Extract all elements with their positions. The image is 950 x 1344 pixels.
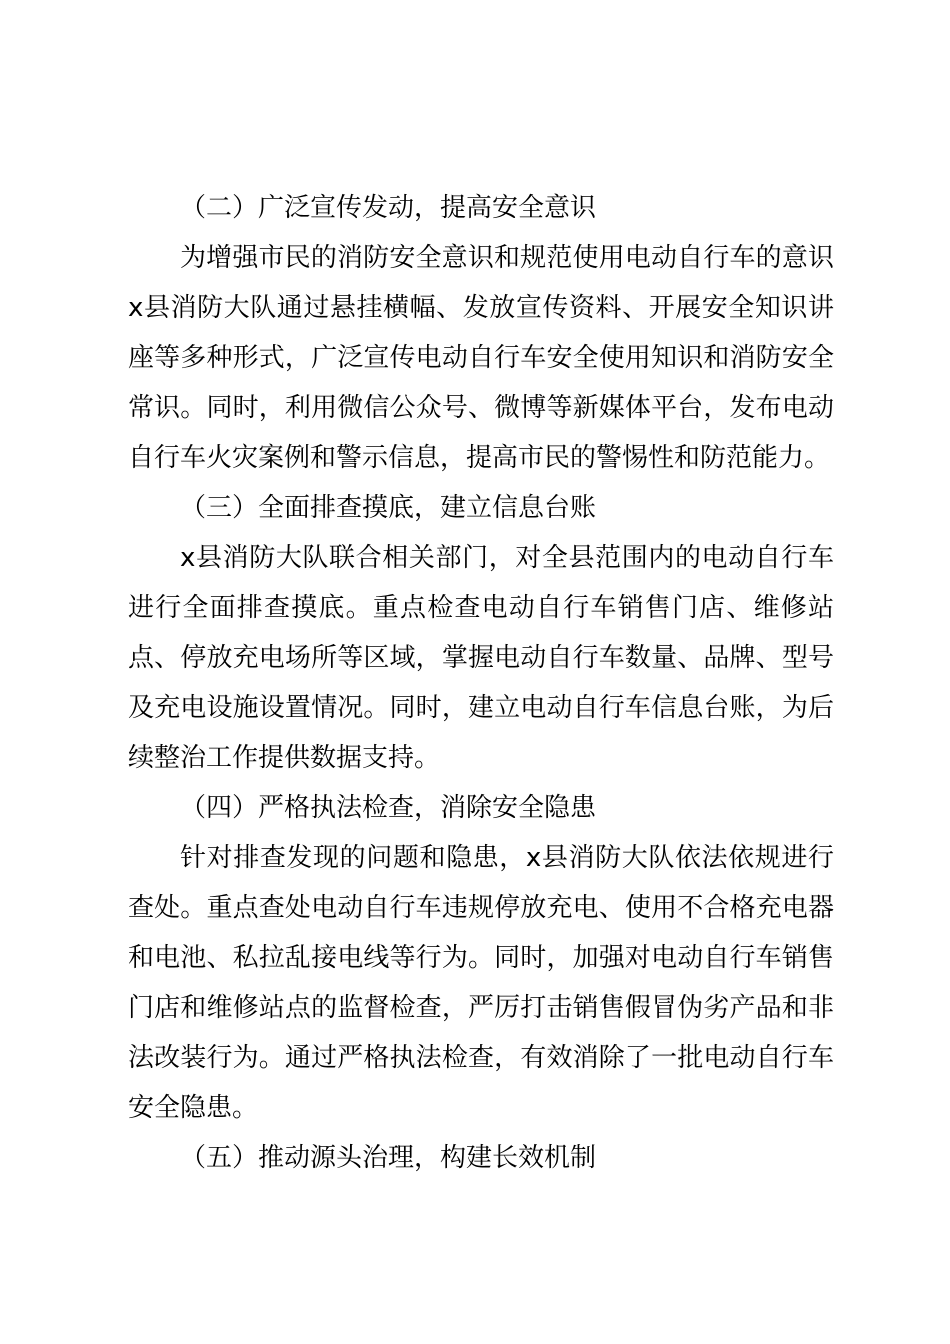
- section-heading-4: （四）严格执法检查，消除安全隐患: [180, 793, 597, 823]
- section-heading-5: （五）推动源头治理，构建长效机制: [180, 1143, 597, 1173]
- section-paragraph-3: x县消防大队联合相关部门，对全县范围内的电动自行车进行全面排查摸底。重点检查电动自行车销售门店、维修站点、停放充电场所等区域，掌握电动自行车数量、品牌、型号及充电设施设置情况。同时，建立电动自行车信息台账，为后续整治工作提供数据支持。: [128, 543, 834, 773]
- section-paragraph-4: 针对排查发现的问题和隐患，x县消防大队依法依规进行查处。重点查处电动自行车违规停放充电、使用不合格充电器和电池、私拉乱接电线等行为。同时，加强对电动自行车销售门店和维修站点的监督检查，严厉打击销售假冒伪劣产品和非法改装行为。通过严格执法检查，有效消除了一批电动自行车安全隐患。: [128, 843, 834, 1123]
- section-heading-3: （三）全面排查摸底，建立信息台账: [180, 493, 597, 523]
- section-paragraph-2: 为增强市民的消防安全意识和规范使用电动自行车的意识x县消防大队通过悬挂横幅、发放宣传资料、开展安全知识讲座等多种形式，广泛宣传电动自行车安全使用知识和消防安全常识。同时，利用微信公众号、微博等新媒体平台，发布电动自行车火灾案例和警示信息，提高市民的警惕性和防范能力。: [128, 243, 834, 473]
- document-body: [128, 183, 834, 1183]
- section-heading-2: （二）广泛宣传发动，提高安全意识: [180, 193, 597, 223]
